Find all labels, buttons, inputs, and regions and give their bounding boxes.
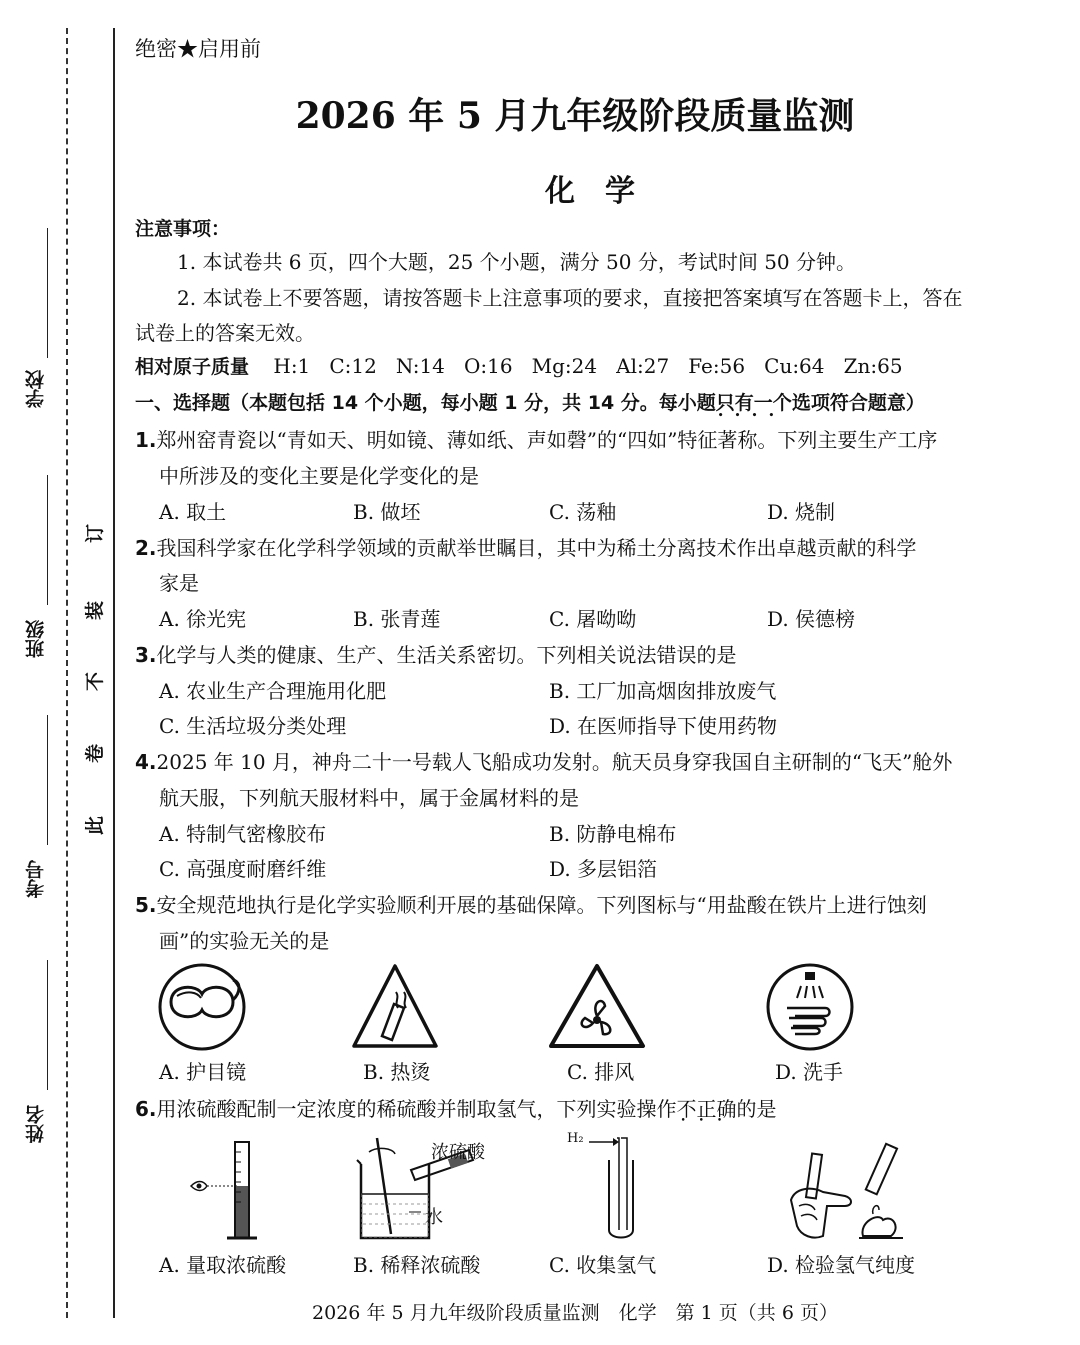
exhaust-fan-icon bbox=[547, 962, 647, 1052]
question-6-line1 bbox=[135, 1093, 777, 1122]
q5-option-d: D. 洗手 bbox=[775, 1060, 844, 1084]
binding-dashed-line bbox=[66, 28, 68, 1318]
gas-collection-figure bbox=[569, 1134, 639, 1242]
graduated-cylinder-figure bbox=[185, 1138, 265, 1246]
notes-heading: 注意事项： bbox=[135, 218, 231, 240]
binding-char: 订 bbox=[84, 523, 107, 544]
q4-option-a: A. 特制气密橡胶布 bbox=[159, 822, 327, 846]
class-fill-line bbox=[47, 475, 48, 605]
q6-option-b: B. 稀释浓硫酸 bbox=[353, 1253, 481, 1277]
section1-heading-pre: 一、选择题（本题包括 14 个小题，每小题 1 分，共 14 分。每小题 bbox=[135, 392, 716, 414]
q2-option-a: A. 徐光宪 bbox=[159, 607, 247, 631]
question-emphasis: 不正确 • • • bbox=[677, 1097, 737, 1121]
question-1-line2: 中所涉及的变化主要是化学变化的是 bbox=[159, 464, 479, 488]
name-fill-line bbox=[47, 960, 48, 1090]
question-4-line2: 航天服，下列航天服材料中，属于金属材料的是 bbox=[159, 786, 579, 810]
question-text: 安全规范地执行是化学实验顺利开展的基础保障。下列图标与“用盐酸在铁片上进行蚀刻 bbox=[156, 893, 927, 917]
question-text: 郑州窑青瓷以“青如天、明如镜、薄如纸、声如磬”的“四如”特征著称。下列主要生产工序 bbox=[156, 428, 938, 452]
question-text: 化学与人类的健康、生产、生活关系密切。下列相关说法错误的是 bbox=[156, 643, 737, 667]
class-label: 班级 bbox=[25, 620, 47, 658]
exam-no-label: 考号 bbox=[25, 860, 47, 898]
q2-option-d: D. 侯德榜 bbox=[767, 607, 856, 631]
question-text: 2025 年 10 月，神舟二十一号载人飞船成功发射。航天员身穿我国自主研制的“飞天”舱外 bbox=[156, 750, 953, 774]
q5-option-b: B. 热烫 bbox=[363, 1060, 431, 1084]
note-item-2-cont: 试卷上的答案无效。 bbox=[135, 321, 315, 345]
margin-solid-line bbox=[113, 28, 115, 1318]
question-2-line1 bbox=[135, 532, 917, 561]
q5-option-a: A. 护目镜 bbox=[159, 1060, 247, 1084]
section1-heading bbox=[135, 388, 925, 415]
q5-option-c: C. 排风 bbox=[567, 1060, 635, 1084]
question-text-end: 的是 bbox=[736, 1097, 777, 1121]
hot-surface-icon bbox=[350, 962, 440, 1052]
question-number: 4. bbox=[135, 750, 157, 774]
school-label: 学校 bbox=[25, 370, 47, 408]
question-2-line2: 家是 bbox=[159, 571, 199, 595]
question-1-line1 bbox=[135, 424, 937, 453]
q6-option-c: C. 收集氢气 bbox=[549, 1253, 657, 1277]
question-number: 1. bbox=[135, 428, 157, 452]
acid-label: 浓硫酸 bbox=[431, 1142, 485, 1163]
question-4-line1 bbox=[135, 746, 952, 775]
confidential-mark: 绝密★启用前 bbox=[135, 37, 261, 61]
q1-option-c: C. 荡釉 bbox=[549, 500, 617, 524]
q3-option-d: D. 在医师指导下使用药物 bbox=[549, 714, 778, 738]
note-item-2: 2. 本试卷上不要答题，请按答题卡上注意事项的要求，直接把答案填写在答题卡上，答在 bbox=[177, 286, 963, 310]
exam-no-fill-line bbox=[47, 715, 48, 845]
hydrogen-purity-test-figure bbox=[783, 1140, 913, 1244]
question-text: 我国科学家在化学科学领域的贡献举世瞩目，其中为稀土分离技术作出卓越贡献的科学 bbox=[156, 536, 917, 560]
water-label: 水 bbox=[425, 1207, 443, 1228]
section1-heading-emphasis: 只有一个 • • • • bbox=[716, 392, 792, 414]
question-3-line1 bbox=[135, 639, 737, 668]
q4-option-d: D. 多层铝箔 bbox=[549, 857, 658, 881]
q1-option-d: D. 烧制 bbox=[767, 500, 836, 524]
q4-option-c: C. 高强度耐磨纤维 bbox=[159, 857, 327, 881]
question-5-line2: 画”的实验无关的是 bbox=[159, 929, 330, 953]
q3-option-a: A. 农业生产合理施用化肥 bbox=[159, 679, 387, 703]
question-number: 2. bbox=[135, 536, 157, 560]
exam-title: 2026 年 5 月九年级阶段质量监测 bbox=[295, 95, 855, 137]
q4-option-b: B. 防静电棉布 bbox=[549, 822, 677, 846]
q2-option-b: B. 张青莲 bbox=[353, 607, 441, 631]
binding-char: 装 bbox=[84, 600, 107, 621]
atomic-masses bbox=[135, 352, 903, 379]
q6-option-d: D. 检验氢气纯度 bbox=[767, 1253, 916, 1277]
atomic-masses-label: 相对原子质量 bbox=[135, 356, 250, 378]
h2-label: H₂ bbox=[567, 1131, 584, 1146]
q3-option-c: C. 生活垃圾分类处理 bbox=[159, 714, 347, 738]
q1-option-b: B. 做坯 bbox=[353, 500, 421, 524]
section1-heading-post: 选项符合题意） bbox=[791, 392, 925, 414]
binding-char: 不 bbox=[84, 671, 107, 692]
q2-option-c: C. 屠呦呦 bbox=[549, 607, 637, 631]
binding-margin bbox=[0, 0, 118, 1345]
q6-option-a: A. 量取浓硫酸 bbox=[159, 1253, 287, 1277]
binding-char: 此 bbox=[84, 815, 107, 836]
question-text: 用浓硫酸配制一定浓度的稀硫酸并制取氢气，下列实验操作 bbox=[156, 1097, 677, 1121]
atomic-masses-values: H:1 C:12 N:14 O:16 Mg:24 Al:27 Fe:56 Cu:64 Zn:65 bbox=[273, 354, 903, 378]
subject-title: 化学 bbox=[545, 174, 665, 209]
question-number: 3. bbox=[135, 643, 157, 667]
goggles-icon bbox=[157, 962, 247, 1052]
question-number: 5. bbox=[135, 893, 157, 917]
q1-option-a: A. 取土 bbox=[159, 500, 227, 524]
question-5-line1 bbox=[135, 889, 927, 918]
name-label: 姓名 bbox=[25, 1105, 47, 1143]
note-item-1: 1. 本试卷共 6 页，四个大题，25 个小题，满分 50 分，考试时间 50 分钟。 bbox=[177, 250, 857, 274]
school-fill-line bbox=[47, 228, 48, 358]
hand-wash-icon bbox=[765, 962, 855, 1052]
page-footer: 2026 年 5 月九年级阶段质量监测 化学 第 1 页（共 6 页） bbox=[312, 1302, 838, 1324]
q3-option-b: B. 工厂加高烟囱排放废气 bbox=[549, 679, 777, 703]
binding-char: 卷 bbox=[84, 743, 107, 764]
question-number: 6. bbox=[135, 1097, 157, 1121]
